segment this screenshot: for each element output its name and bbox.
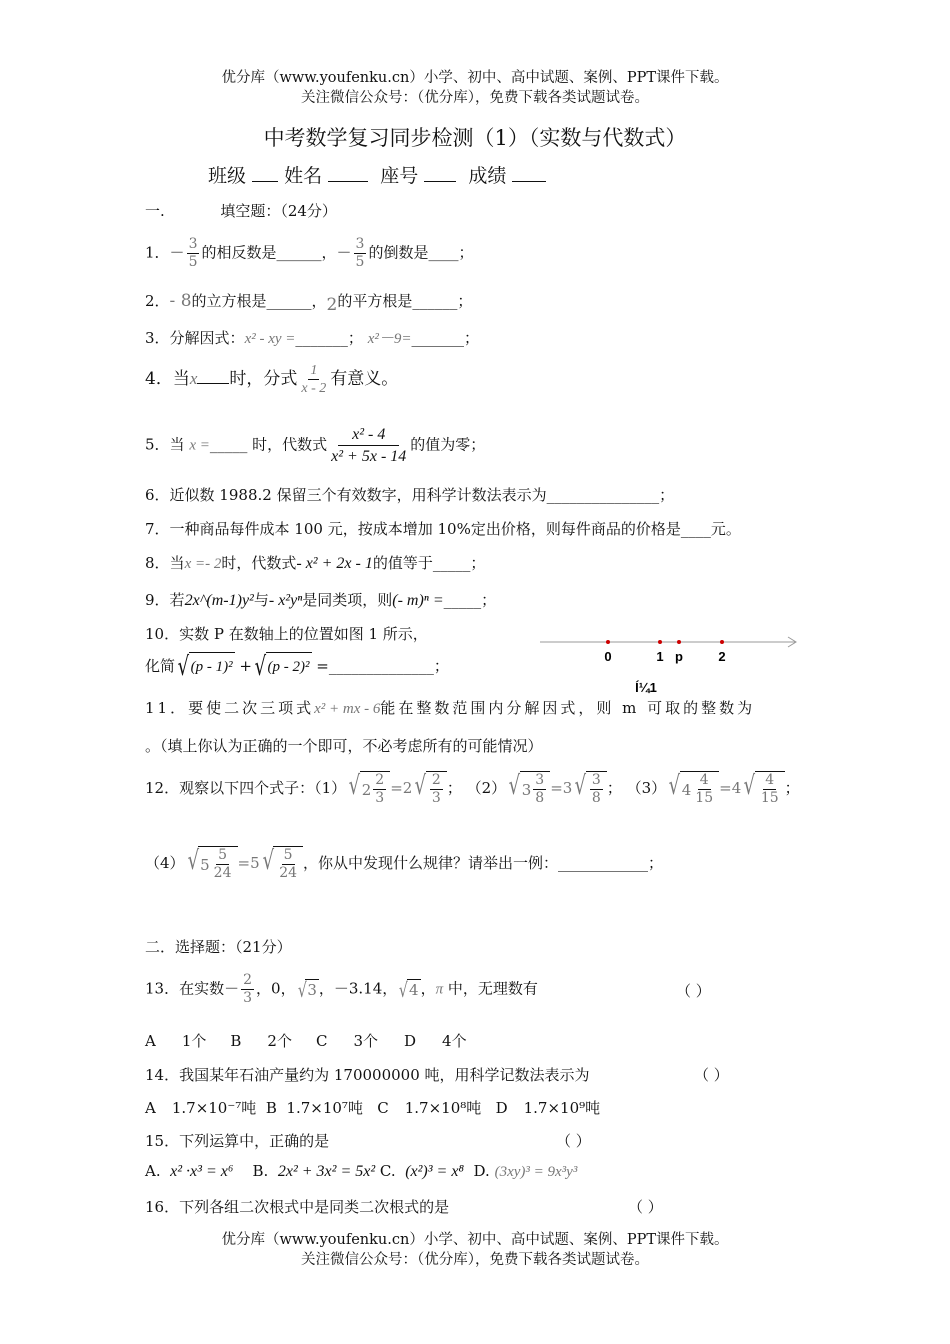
q13-answer-paren[interactable]: （ ） <box>676 982 711 1000</box>
q15-option-b[interactable]: 2x² + 3x² = 5x² <box>277 1163 376 1180</box>
q12-root-3-right: √ $\frac{4}{15}$ <box>741 771 784 807</box>
q13-root-4: √ 4 <box>399 977 419 1002</box>
q12-d3b: 15 <box>760 790 779 806</box>
q9-text-1: 若 <box>169 591 185 609</box>
question-4 <box>145 362 398 397</box>
q13-text-3: ，－3.14， <box>318 979 398 998</box>
q1-text-1: 的相反数是______， <box>201 243 337 262</box>
label-0: 0 <box>604 649 612 664</box>
q10-plus: + <box>239 657 252 675</box>
q2-radicand-a: - 8 <box>169 291 192 311</box>
question-7: 7．一种商品每件成本 100 元，按成本增加 10%定出价格，则每件商品的价格是____元。 <box>145 520 741 538</box>
q13-option-b[interactable]: 2个 <box>267 1032 292 1050</box>
section-2-heading: 二．选择题：（21分） <box>145 938 292 956</box>
question-15: 15．下列运算中，正确的是 <box>145 1132 330 1150</box>
q13-fraction <box>241 972 254 1007</box>
q3-number: 3． <box>145 329 170 347</box>
q13-radicand-4: 4 <box>407 979 421 1001</box>
q12-a2: 3 <box>521 780 532 799</box>
q5-den: x² + 5x - 14 <box>331 448 407 465</box>
q12-item-2-label: （2） <box>466 779 507 797</box>
q15-option-d[interactable]: (3xy)³ = 9x³y³ <box>494 1164 578 1180</box>
figure-caption: Í¼1 <box>635 680 657 695</box>
q11-expression: x² + mx - 6 <box>314 701 381 717</box>
q1-minus: － <box>169 243 185 262</box>
q4-number: 4． <box>145 369 173 389</box>
q4-text-1: 当 <box>172 369 190 389</box>
q5-text-3: 的值为零； <box>410 435 486 454</box>
q13-text-5: 中，无理数有 <box>443 979 538 998</box>
q13-pi: π <box>435 981 444 998</box>
question-8 <box>145 552 485 573</box>
seat-label: 座号 <box>380 165 419 187</box>
q10-equals: =______________； <box>316 657 449 675</box>
question-10-line-2 <box>145 652 449 682</box>
q2-radicand-b: 2 <box>326 295 338 315</box>
q4-num: 1 <box>310 363 318 378</box>
score-label: 成绩 <box>468 165 507 187</box>
q12-root-1-right: √ $\frac{2}{3}$ <box>412 771 447 807</box>
label-2: 2 <box>718 649 726 664</box>
question-6: 6．近似数 1988.2 保留三个有效数字，用科学计数法表示为_______________； <box>145 486 675 504</box>
q9-expression-3: (- m)ⁿ = <box>392 592 444 609</box>
q1-number: 1． <box>145 243 170 262</box>
q12-d2: 8 <box>535 790 545 806</box>
q15-option-a[interactable]: x² ·x³ = x⁶ <box>170 1163 234 1180</box>
question-5 <box>145 424 485 467</box>
q15-option-c[interactable]: (x²)³ = x⁸ <box>405 1163 464 1180</box>
point-1 <box>658 640 662 644</box>
q12-d2b: 8 <box>591 790 601 806</box>
q13-root-3: √ 3 <box>297 977 317 1002</box>
section-1-title: 填空题：（24分） <box>220 202 337 220</box>
section-1-number: 一. <box>145 202 165 220</box>
q14-option-a-label[interactable]: A <box>145 1099 156 1117</box>
q12-root-4-right: √ $\frac{5}{24}$ <box>260 846 303 882</box>
q13-den: 3 <box>243 990 253 1006</box>
q15-answer-paren[interactable]: （ ） <box>556 1132 591 1150</box>
q3-lead: 分解因式： <box>169 329 245 347</box>
q1-num-2: 3 <box>355 236 365 252</box>
q12-root-2-right: √ $\frac{3}{8}$ <box>572 771 607 807</box>
section-1-heading <box>145 200 337 221</box>
q13-option-d-label[interactable]: D <box>404 1032 417 1050</box>
question-10-line-1: 10．实数 P 在数轴上的位置如图 1 所示， <box>145 625 428 643</box>
class-blank[interactable] <box>252 169 278 182</box>
q9-expression-1: 2x^(m-1)y² <box>184 592 254 609</box>
q13-option-a-label[interactable]: A <box>145 1032 156 1050</box>
q2-number: 2． <box>145 292 170 310</box>
q5-variable: x = <box>189 437 210 454</box>
q8-condition: x =- 2 <box>184 556 222 572</box>
q12-d4: 24 <box>213 865 232 881</box>
q12-root-4-left: √ 5 $\frac{5}{24}$ <box>185 846 238 882</box>
q1-fraction-2 <box>354 236 367 271</box>
q3-blank-1: _______； <box>295 329 363 347</box>
q13-option-c-label[interactable]: C <box>315 1032 328 1050</box>
question-13 <box>145 972 538 1007</box>
q4-blank[interactable] <box>197 371 229 384</box>
question-14: 14．我国某年石油产量约为 170000000 吨，用科学记数法表示为 <box>145 1066 590 1084</box>
q14-option-d[interactable]: 1.7×10⁹吨 <box>523 1099 601 1117</box>
q12-n1: 2 <box>375 772 385 788</box>
q13-radicand-3: 3 <box>305 979 319 1001</box>
q13-option-a[interactable]: 1个 <box>181 1032 207 1050</box>
q12-eq1: =2 <box>390 779 413 797</box>
q13-text-2: ，0， <box>256 979 296 998</box>
q12-root-3-left: √ 4 $\frac{4}{15}$ <box>666 771 719 807</box>
q3-expression-2: x²－9= <box>367 331 412 347</box>
point-0 <box>606 640 610 644</box>
q15-options <box>145 1162 577 1181</box>
q1-den: 5 <box>188 254 198 270</box>
q12-item-3-label: （3） <box>626 779 667 797</box>
q9-expression-2: - x²yⁿ <box>268 592 303 609</box>
q12-n2: 3 <box>535 772 545 788</box>
q4-variable: x <box>189 369 198 388</box>
q8-text-3: 的值等于_____； <box>372 554 486 572</box>
q12-tail: ，你从中发现什么规律？请举出一例：____________； <box>303 854 664 872</box>
q10-radicand-1: (p - 1)² <box>189 652 235 682</box>
q12-root-2-left: √ 3 $\frac{3}{8}$ <box>506 771 550 807</box>
q13-option-b-label[interactable]: B <box>230 1032 242 1050</box>
question-3 <box>145 327 479 348</box>
name-blank[interactable] <box>328 169 368 182</box>
question-11-line-1 <box>145 697 755 718</box>
q8-text-2: 时，代数式 <box>221 554 297 572</box>
q1-text-2: 的倒数是____； <box>368 243 474 262</box>
q4-text-3: 有意义。 <box>330 369 399 389</box>
q14-option-a[interactable]: 1.7×10⁻⁷吨 <box>171 1099 257 1117</box>
q5-num: x² - 4 <box>338 424 399 446</box>
q12-eq2: =3 <box>550 779 573 797</box>
q13-text-1: 在实数－ <box>179 979 240 998</box>
header-line-1: 优分库（www.youfenku.cn）小学、初中、高中试题、案例、PPT课件下载。 <box>221 70 729 86</box>
q15-option-b-label[interactable]: B. <box>252 1162 269 1180</box>
q5-fraction <box>329 424 408 467</box>
q12-a1: 2 <box>361 780 372 799</box>
question-12 <box>145 771 800 807</box>
question-2 <box>145 290 473 315</box>
q14-option-d-label[interactable]: D <box>495 1099 508 1117</box>
q8-expression: - x² + 2x - 1 <box>296 555 373 572</box>
q12-d3: 15 <box>695 790 714 806</box>
q12-d1: 3 <box>375 790 385 806</box>
q4-den: x - 2 <box>301 381 327 396</box>
q5-number: 5． <box>145 435 170 454</box>
q9-text-4: _____； <box>443 591 497 609</box>
question-11-line-2: 。（填上你认为正确的一个即可，不必考虑所有的可能情况） <box>145 737 543 755</box>
q14-option-c-label[interactable]: C <box>377 1099 389 1117</box>
point-2 <box>720 640 724 644</box>
q8-number: 8． <box>145 554 170 572</box>
q2-text-2: 的平方根是______； <box>337 292 473 310</box>
q10-root-2: √ (p - 2)² <box>254 652 310 682</box>
q13-num: 2 <box>243 972 253 988</box>
question-12-line-2 <box>145 846 663 882</box>
q12-n4b: 5 <box>283 847 293 863</box>
q12-a4: 5 <box>200 855 210 874</box>
question-9 <box>145 589 496 610</box>
q5-text-1: 当 <box>169 435 185 454</box>
q3-blank-2: _______； <box>411 329 479 347</box>
q9-number: 9． <box>145 591 170 609</box>
q12-n3b: 4 <box>765 772 775 788</box>
q12-semi-1: ； <box>446 779 462 797</box>
q1-den-2: 5 <box>355 254 365 270</box>
seat-blank[interactable] <box>424 169 456 182</box>
q12-lead: 12．观察以下四个式子： <box>145 779 315 797</box>
q12-root-1-left: √ 2 $\frac{2}{3}$ <box>346 771 390 807</box>
q12-n1b: 2 <box>431 772 441 788</box>
q11-text-2: 能在整数范围内分解因式，则 m 可取的整数为 <box>380 699 756 717</box>
q10-radicand-2: (p - 2)² <box>266 652 312 682</box>
q15-option-d-label[interactable]: D. <box>473 1162 490 1180</box>
score-blank[interactable] <box>512 169 546 182</box>
q12-a3: 4 <box>681 780 692 799</box>
q8-text-1: 当 <box>169 554 185 572</box>
question-1 <box>145 236 473 271</box>
number-line-figure <box>540 636 800 696</box>
q1-fraction <box>187 236 200 271</box>
q15-option-a-label[interactable]: A. <box>145 1162 161 1180</box>
q13-text-4: ， <box>420 979 436 998</box>
footer-line-1: 优分库（www.youfenku.cn）小学、初中、高中试题、案例、PPT课件下载。 <box>221 1232 729 1248</box>
point-p <box>677 640 681 644</box>
page-title: 中考数学复习同步检测（1）（实数与代数式） <box>263 126 687 150</box>
q4-text-2: 时，分式 <box>229 369 298 389</box>
name-label: 姓名 <box>284 165 323 187</box>
q9-text-2: 与 <box>253 591 269 609</box>
student-info <box>208 161 546 188</box>
q12-n2b: 3 <box>591 772 601 788</box>
q16-answer-paren[interactable]: （ ） <box>628 1198 663 1216</box>
q1-num: 3 <box>188 236 198 252</box>
q12-item-1-label: （1） <box>314 779 347 797</box>
q10-root-1: √ (p - 1)² <box>177 652 233 682</box>
q13-options <box>145 1030 467 1051</box>
q14-option-b-label[interactable]: B <box>265 1099 277 1117</box>
q15-option-c-label[interactable]: C. <box>379 1162 396 1180</box>
label-1: 1 <box>656 649 664 664</box>
question-16: 16．下列各组二次根式中是同类二次根式的是 <box>145 1198 450 1216</box>
q14-option-c[interactable]: 1.7×10⁸吨 <box>404 1099 482 1117</box>
q14-options <box>145 1097 600 1118</box>
q12-eq3: =4 <box>719 779 742 797</box>
q12-semi-3: ； <box>784 779 800 797</box>
header-line-2: 关注微信公众号：（优分库），免费下载各类试题试卷。 <box>301 90 649 106</box>
q12-semi-2: ； <box>606 779 622 797</box>
q14-answer-paren[interactable]: （ ） <box>694 1066 729 1084</box>
q13-number: 13． <box>145 979 180 998</box>
q4-fraction <box>299 362 328 397</box>
q9-text-3: 是同类项，则 <box>302 591 393 609</box>
class-label: 班级 <box>208 165 247 187</box>
q1-minus-2: － <box>336 243 352 262</box>
q12-n4: 5 <box>218 847 228 863</box>
q11-text-1: 11．要使二次三项式 <box>145 699 315 717</box>
q2-text-1: 的立方根是______， <box>191 292 327 310</box>
footer-line-2: 关注微信公众号：（优分库），免费下载各类试题试卷。 <box>301 1252 649 1268</box>
q12-d4b: 24 <box>279 865 298 881</box>
q14-option-b[interactable]: 1.7×10⁷吨 <box>286 1099 363 1117</box>
q3-expression-1: x² - xy = <box>244 331 296 347</box>
q13-option-c[interactable]: 3个 <box>353 1032 378 1050</box>
q12-d1b: 3 <box>431 790 441 806</box>
q12-item-4-label: （4） <box>145 854 185 872</box>
q13-option-d[interactable]: 4个 <box>442 1032 467 1050</box>
q12-eq4: =5 <box>237 854 260 872</box>
q12-n3: 4 <box>699 772 709 788</box>
label-p: p <box>675 649 683 664</box>
q10-text: 化简 <box>145 657 176 675</box>
q5-text-2: _____ 时，代数式 <box>209 435 328 454</box>
